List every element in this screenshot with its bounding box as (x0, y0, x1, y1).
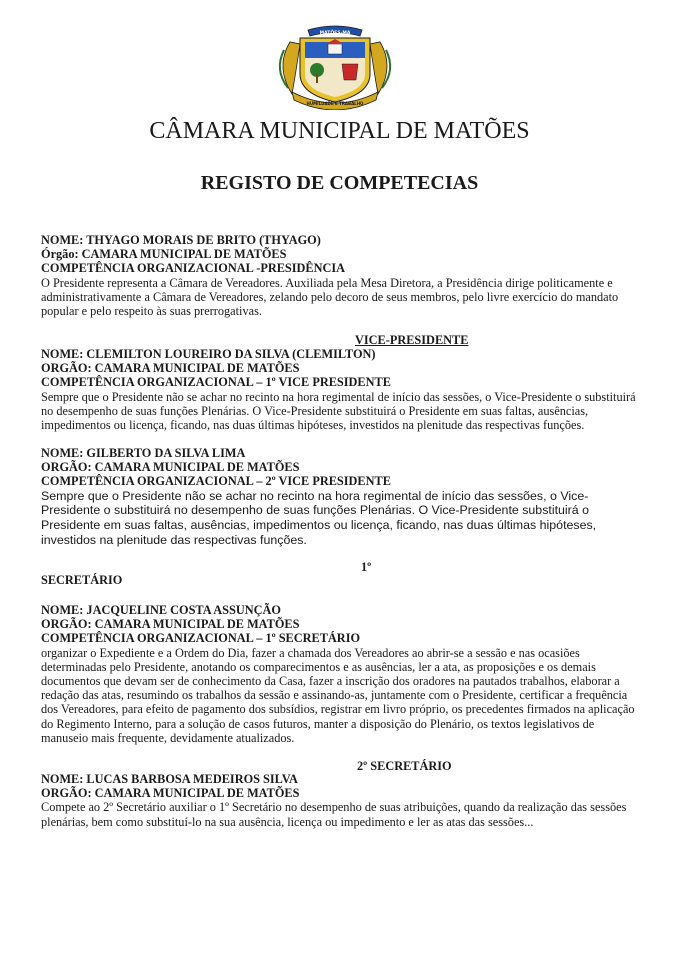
secretary1-name: NOME: JACQUELINE COSTA ASSUNÇÃO (41, 603, 281, 617)
secretary1-description: organizar o Expediente e a Ordem do Dia, fazer a chamada dos Vereadores ao abrir-se a sessão e nas ocasiões determinadas pelo Presidente, anotando os comparecimentos e as ausências, ler a ata, as proposições e os demais documentos que devam ser de conhecimento da Casa, fazer a inscrição dos oradores na pautados trabalhos, elaborar a redação das atas, resumindo os trabalhos da sessão e assinando-as, juntamente com o Presidente, certificar a frequência dos Vereadores, para efeito de pagamento dos subsídios, registrar em livro próprio, os precedentes firmados na aplicação do Regimento Interno, para a solução de casos futuros, manter a disposição do Plenário, os textos legislativos de manuseio mais frequente, devidamente atualizados. (41, 645, 635, 745)
president-name: NOME: THYAGO MORAIS DE BRITO (THYAGO) (41, 233, 321, 247)
svg-text:MATÕES-MA: MATÕES-MA (319, 31, 351, 36)
vice1-name: NOME: CLEMILTON LOUREIRO DA SILVA (CLEMILTON) (41, 347, 376, 361)
vice2-competence: COMPETÊNCIA ORGANIZACIONAL – 2º VICE PRESIDENTE (41, 474, 391, 489)
council-name: CÂMARA MUNICIPAL DE MATÕES (149, 118, 530, 144)
svg-text:HUMILDADE E TRABALHO: HUMILDADE E TRABALHO (306, 101, 364, 106)
secretary1-heading-title: SECRETÁRIO (41, 573, 123, 587)
vice1-organ: ORGÃO: CAMARA MUNICIPAL DE MATÕES (41, 361, 300, 376)
vice2-name: NOME: GILBERTO DA SILVA LIMA (41, 446, 246, 460)
secretary2-heading: 2º SECRETÁRIO (357, 759, 452, 773)
president-competence: COMPETÊNCIA ORGANIZACIONAL -PRESIDÊNCIA (41, 261, 346, 276)
vice1-section (41, 347, 641, 432)
vice2-description: Sempre que o Presidente não se achar no recinto na hora regimental de início das sessões, o Vice-Presidente o substituirá no desempenho de suas funções Plenárias. O Vice-Presidente substituirá o Presidente em suas faltas, ausências, impedimentos ou licença, ficando, nas duas últimas hipóteses, investidos na plenitude das respectivas funções. (41, 488, 597, 547)
secretary2-name: NOME: LUCAS BARBOSA MEDEIROS SILVA (41, 772, 298, 786)
vice1-competence: COMPETÊNCIA ORGANIZACIONAL – 1º VICE PRESIDENTE (41, 375, 391, 390)
document-title: REGISTO DE COMPETECIAS (200, 172, 479, 194)
secretary2-organ: ORGÃO: CAMARA MUNICIPAL DE MATÕES (41, 786, 300, 801)
municipal-crest-logo (270, 22, 400, 110)
vice1-description: Sempre que o Presidente não se achar no recinto na hora regimental de início das sessões, o Vice-Presidente o substituirá no desempenho de suas funções Plenárias. O Vice-Presidente substituirá o Presidente em suas faltas, ausências, impedimentos ou licença, ficando, nas duas últimas hipóteses, investidos na plenitude das respectivas funções. (41, 389, 636, 433)
secretary2-description: Compete ao 2º Secretário auxiliar o 1º Secretário no desempenho de suas atribuições, quando da realização das sessões plenárias, bem como substituí-lo na sua ausência, licença ou impedimento e ler as atas das sessões... (41, 800, 627, 829)
secretary1-section (41, 603, 641, 745)
vice2-section (41, 446, 641, 548)
vice-president-heading: VICE-PRESIDENTE (355, 333, 469, 347)
vice2-organ: ORGÃO: CAMARA MUNICIPAL DE MATÕES (41, 460, 300, 475)
president-section (41, 233, 641, 318)
secretary1-competence: COMPETÊNCIA ORGANIZACIONAL – 1º SECRETÁRIO (41, 631, 361, 646)
secretary2-section (41, 772, 641, 829)
president-description: O Presidente representa a Câmara de Vereadores. Auxiliada pela Mesa Diretora, a Presidência dirige politicamente e administrativamente a Câmara de Vereadores, zelando pelo decoro de seus membros, pelo livre exercício do mandato popular e pelo respeito às suas prerrogativas. (41, 275, 619, 319)
secretary1-organ: ORGÃO: CAMARA MUNICIPAL DE MATÕES (41, 617, 300, 632)
secretary1-heading-number: 1º (361, 560, 372, 574)
president-organ: Órgão: CAMARA MUNICIPAL DE MATÕES (41, 247, 287, 262)
